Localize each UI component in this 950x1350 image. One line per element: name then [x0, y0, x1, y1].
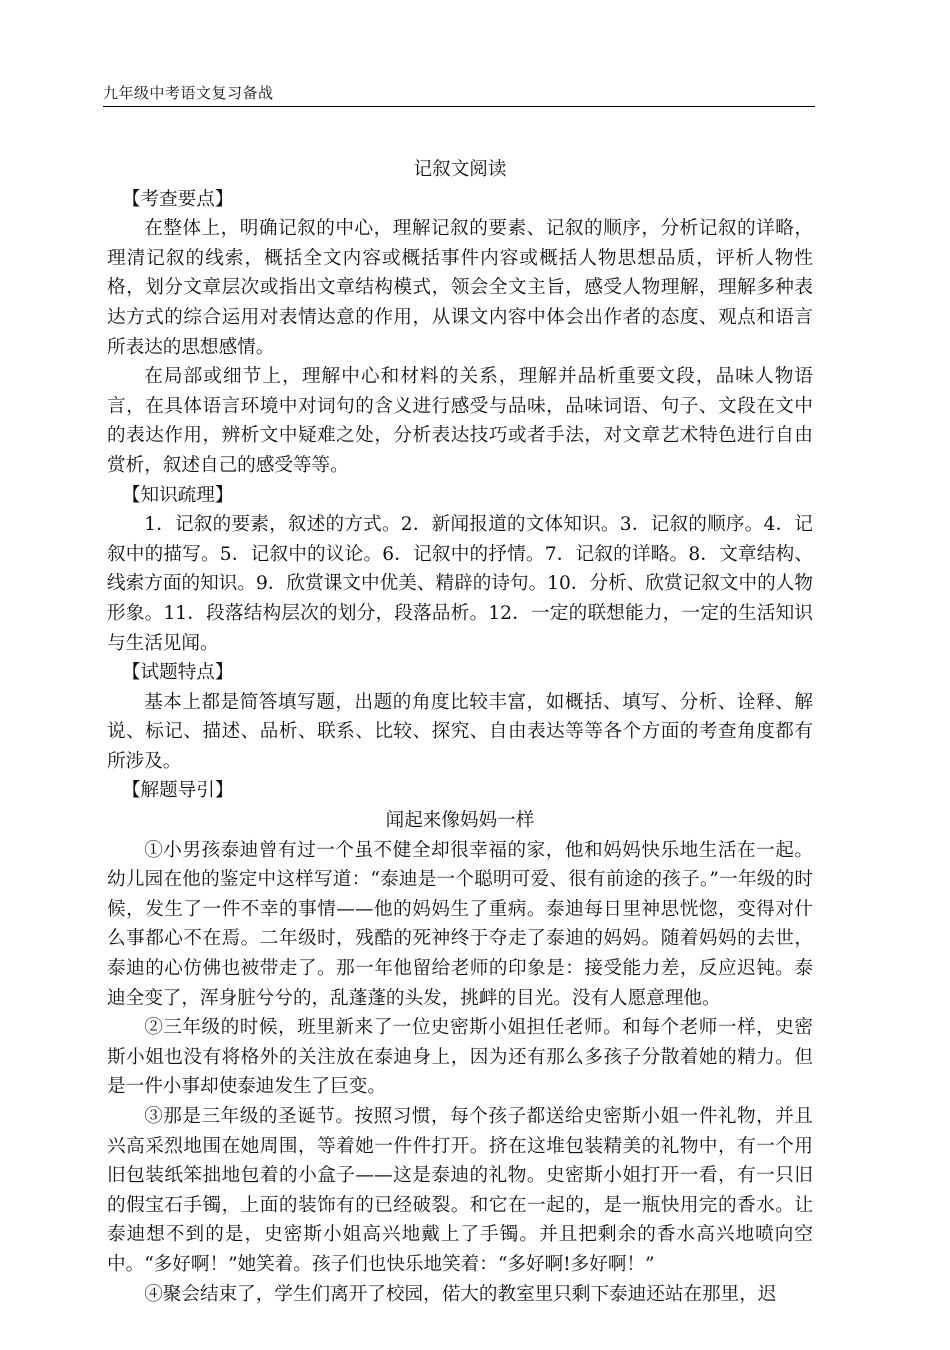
section-heading-key-points: 【考查要点】: [121, 188, 234, 210]
story-paragraph: ②三年级的时候，班里新来了一位史密斯小姐担任老师。和每个老师一样，史密斯小姐也没有将格外的关注放在泰迪身上，因为还有那么多孩子分散着她的精力。但是一件小事却使泰迪发生了巨变。: [107, 1017, 813, 1098]
paragraph: 在整体上，明确记叙的中心，理解记叙的要素、记叙的顺序，分析记叙的详略，理清记叙的线索，概括全文内容或概括事件内容或概括人物思想品质，评析人物性格，划分文章层次或指出文章结构模式，领会全文主旨，感受人物理解，理解多种表达方式的综合运用对表情达意的作用，从课文内容中体会出作者的态度、观点和语言所表达的思想感情。: [107, 218, 813, 358]
document-title: 记叙文阅读: [413, 159, 507, 180]
story-paragraph: ③那是三年级的圣诞节。按照习惯，每个孩子都送给史密斯小姐一件礼物，并且兴高采烈地围在她周围，等着她一件件打开。挤在这堆包装精美的礼物中，有一个用旧包装纸笨拙地包着的小盒子——这是泰迪的礼物。史密斯小姐打开一看，有一只旧的假宝石手镯，上面的装饰有的已经破裂。和它在一起的，是一瓶快用完的香水。让泰迪想不到的是，史密斯小姐高兴地戴上了手镯。并且把剩余的香水高兴地喷向空中。“多好啊！”她笑着。孩子们也快乐地笑着：“多好啊!多好啊！”: [107, 1106, 813, 1275]
header-text: 九年级中考语文复习备战: [103, 84, 274, 102]
paragraph: 在局部或细节上，理解中心和材料的关系，理解并品析重要文段，品味人物语言，在具体语言环境中对词句的含义进行感受与品味，品味词语、句子、文段在文中的表达作用，辨析文中疑难之处，分析表达技巧或者手法，对文章艺术特色进行自由赏析，叙述自己的感受等等。: [107, 366, 813, 476]
paragraph: 1．记叙的要素，叙述的方式。2．新闻报道的文体知识。3．记叙的顺序。4．记叙中的描写。5．记叙中的议论。6．记叙中的抒情。7．记叙的详略。8．文章结构、线索方面的知识。9．欣赏课文中优美、精辟的诗句。10．分析、欣赏记叙文中的人物形象。11．段落结构层次的划分，段落品析。12．一定的联想能力，一定的生活知识与生活见闻。: [107, 514, 813, 654]
story-title: 闻起来像妈妈一样: [385, 810, 535, 832]
paragraph: 基本上都是简答填写题，出题的角度比较丰富，如概括、填写、分析、诠释、解说、标记、描述、品析、联系、比较、探究、自由表达等等各个方面的考查角度都有所涉及。: [107, 691, 813, 772]
section-heading-guide: 【解题导引】: [121, 780, 234, 802]
section-heading-question-features: 【试题特点】: [121, 662, 234, 684]
section-heading-knowledge: 【知识疏理】: [121, 484, 234, 506]
story-paragraph: ④聚会结束了，学生们离开了校园，偌大的教室里只剩下泰迪还站在那里，迟: [144, 1283, 777, 1305]
page-header: [103, 80, 815, 107]
document-body: [107, 155, 813, 1309]
story-paragraph: ①小男孩泰迪曾有过一个虽不健全却很幸福的家，他和妈妈快乐地生活在一起。幼儿园在他的鉴定中这样写道：“泰迪是一个聪明可爱、很有前途的孩子。”一年级的时候，发生了一件不幸的事情——他的妈妈生了重病。泰迪每日里神思恍惚，变得对什么事都心不在焉。二年级时，残酷的死神终于夺走了泰迪的妈妈。随着妈妈的去世，泰迪的心仿佛也被带走了。那一年他留给老师的印象是：接受能力差，反应迟钝。泰迪全变了，浑身脏兮兮的，乱蓬蓬的头发，挑衅的目光。没有人愿意理他。: [107, 839, 813, 1009]
